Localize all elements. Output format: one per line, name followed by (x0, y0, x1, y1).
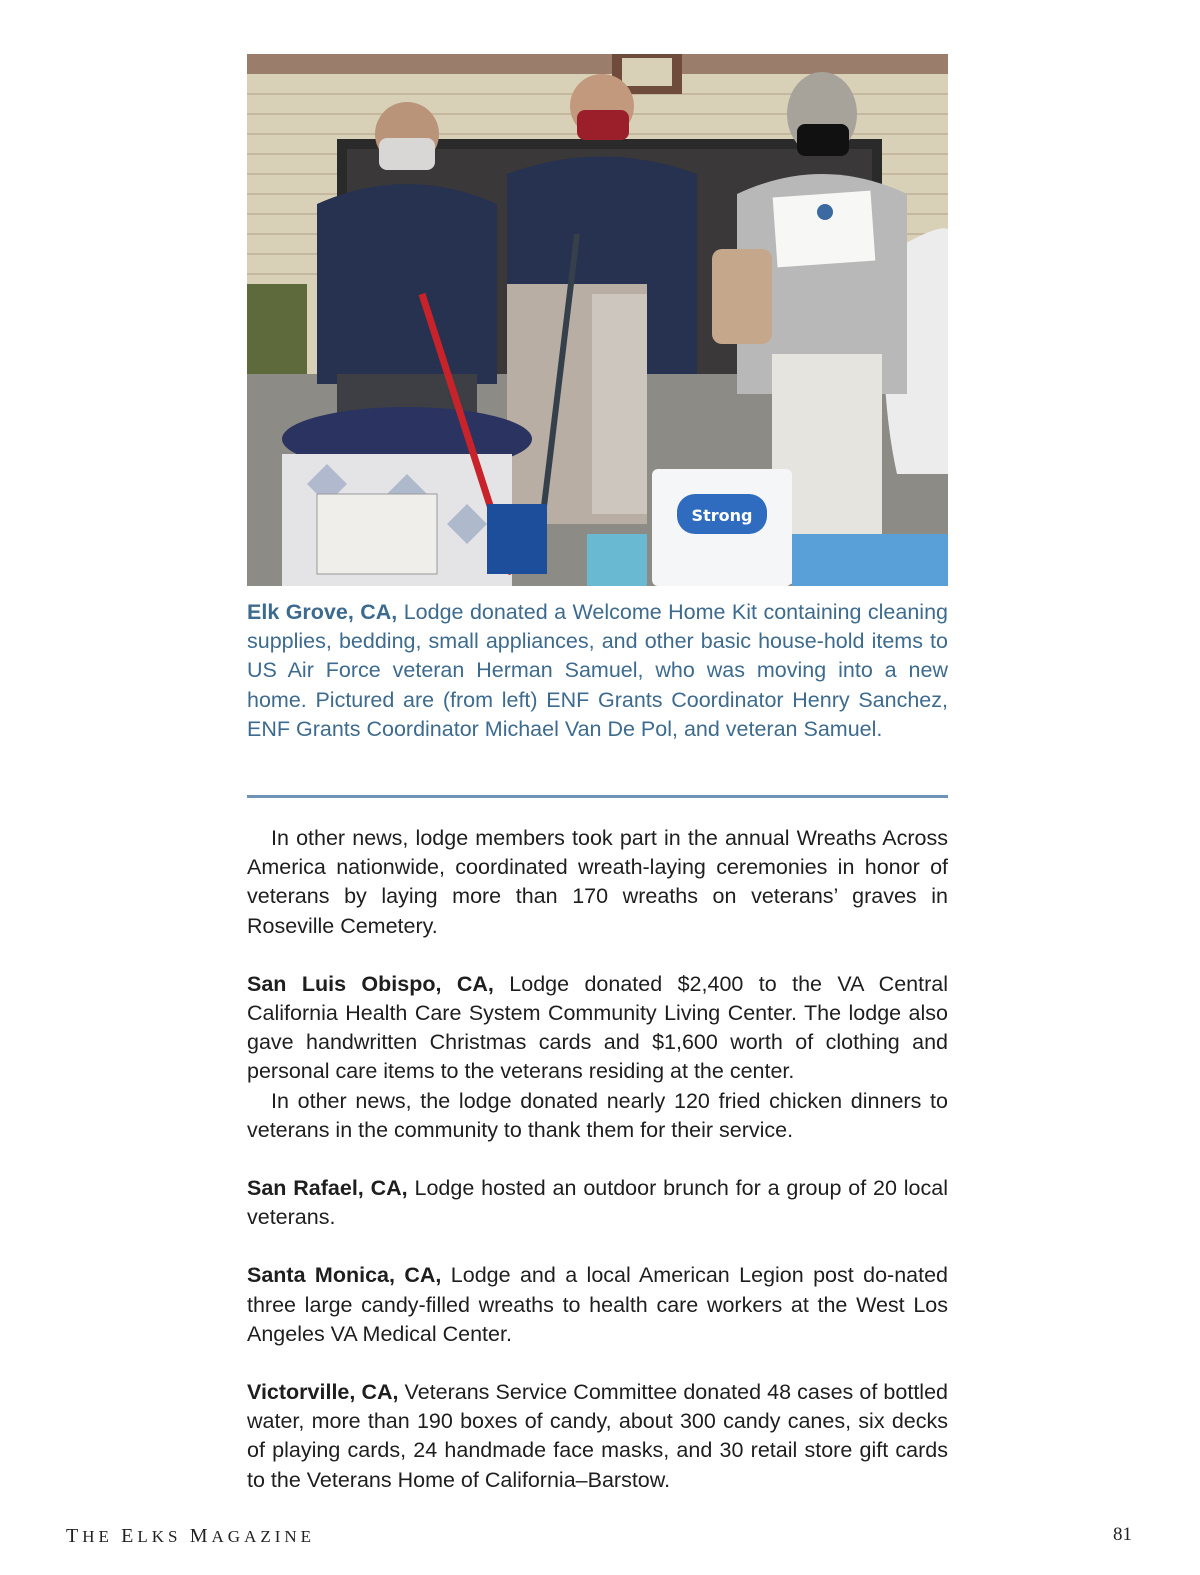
body-victorville: Veterans Service Committee donated 48 cases of bottled water, more than 190 boxes of candy, about 300 candy canes, six decks of playing cards, 24 handmade face masks, and 30 retail store gift cards to the Veterans Home of California–Barstow. (247, 1380, 948, 1492)
paragraph-wreaths: In other news, lodge members took part in the annual Wreaths Across America nationwide, coordinated wreath-laying ceremonies in honor of veterans by laying more than 170 wreaths on veterans’ graves in Roseville Cemetery. (247, 826, 948, 938)
location-victorville: Victorville, CA, (247, 1380, 399, 1405)
magazine-title: THE ELKS MAGAZINE (66, 1525, 316, 1547)
paragraph-san-luis-obispo (247, 970, 948, 1087)
location-santa-monica: Santa Monica, CA, (247, 1263, 442, 1288)
body-san-rafael: Lodge hosted an outdoor brunch for a group of 20 local veterans. (247, 1176, 949, 1230)
paragraph-victorville (247, 1378, 948, 1495)
paragraph-santa-monica (247, 1261, 948, 1349)
section-divider (247, 795, 948, 798)
location-san-rafael: San Rafael, CA, (247, 1176, 408, 1201)
body-santa-monica: Lodge and a local American Legion post do-nated three large candy-filled wreaths to health care workers at the West Los Angeles VA Medical Center. (247, 1263, 948, 1346)
paper-towel-label: Strong (691, 506, 753, 525)
paragraph-san-rafael (247, 1174, 948, 1232)
body-san-luis-obispo: Lodge donated $2,400 to the VA Central California Health Care System Community Living Center. The lodge also gave handwritten Christmas cards and $1,600 worth of clothing and personal care items to the veterans residing at the center. (247, 971, 948, 1084)
caption-lead: Elk Grove, CA, (247, 600, 398, 624)
location-san-luis-obispo: San Luis Obispo, CA, (247, 971, 494, 996)
article-body (247, 824, 948, 1495)
caption-body: Lodge donated a Welcome Home Kit containing cleaning supplies, bedding, small appliances, and other basic house-hold items to US Air Force veteran Herman Samuel, who was moving into a new home. Pictured are (from left) ENF Grants Coordinator Henry Sanchez, ENF Grants Coordinator Michael Van De Pol, and veteran Samuel. (247, 600, 948, 741)
paragraph-chicken-dinners: In other news, the lodge donated nearly 120 fried chicken dinners to veterans in the community to thank them for their service. (247, 1088, 948, 1142)
article-photo (247, 54, 948, 586)
photo-caption (247, 598, 948, 744)
page-number: 81 (1113, 1524, 1132, 1545)
